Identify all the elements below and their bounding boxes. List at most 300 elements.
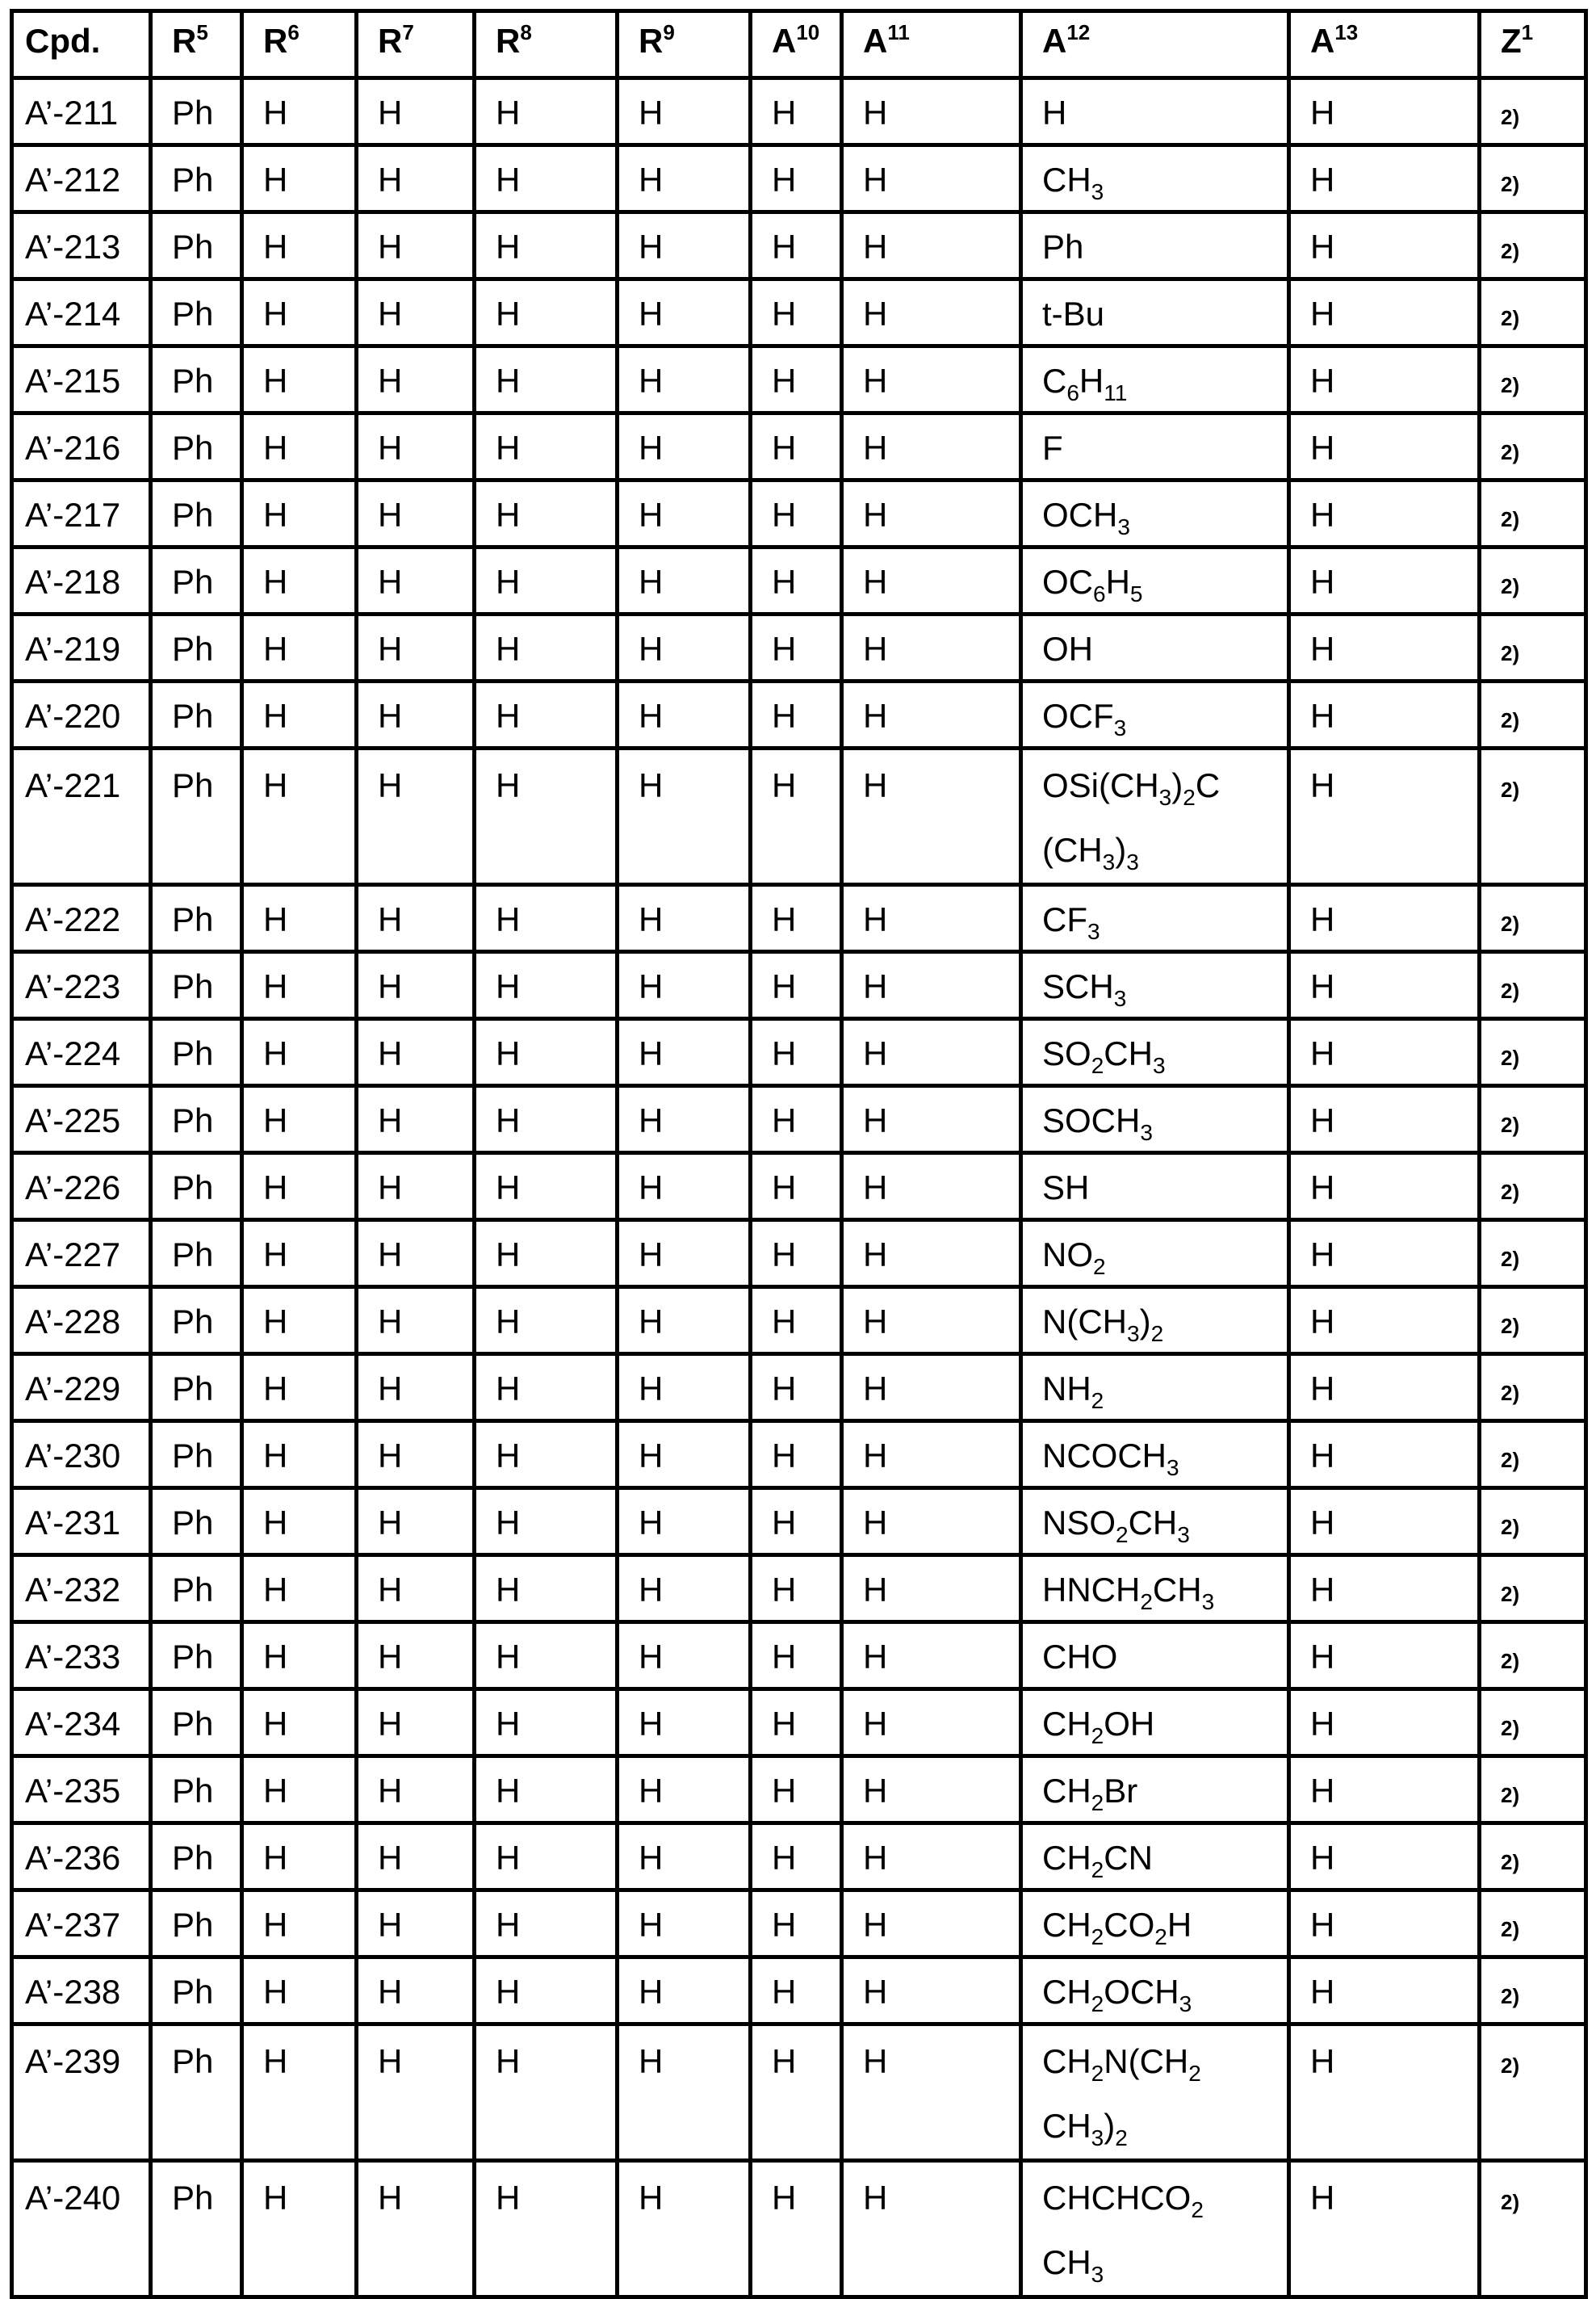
cell-cpd bbox=[12, 78, 151, 145]
cell-value: H bbox=[496, 1437, 521, 1475]
cell-cpd bbox=[12, 1421, 151, 1488]
column-header-superscript: 12 bbox=[1066, 20, 1091, 44]
cell-r5 bbox=[151, 2024, 242, 2161]
cell-value: H bbox=[863, 1034, 888, 1072]
cell-value: H bbox=[863, 697, 888, 735]
table-row bbox=[12, 1153, 1586, 1220]
cell-z1 bbox=[1480, 1689, 1586, 1756]
cell-value: H bbox=[639, 1101, 664, 1139]
cell-value: H bbox=[496, 1973, 521, 2011]
cell-r9 bbox=[618, 682, 751, 749]
cell-value: H bbox=[639, 1303, 664, 1340]
cell-cpd bbox=[12, 1957, 151, 2024]
footnote-ref: 2) bbox=[1501, 574, 1520, 598]
cell-value: H bbox=[1310, 697, 1335, 735]
table-row bbox=[12, 346, 1586, 413]
cell-value: H bbox=[263, 1101, 288, 1139]
formula-subscript: 3 bbox=[1140, 1120, 1153, 1145]
cell-value: H bbox=[639, 697, 664, 735]
formula-text: HNCH bbox=[1042, 1571, 1141, 1609]
cell-a12 bbox=[1021, 212, 1289, 279]
cell-a10 bbox=[751, 1488, 842, 1555]
cell-r8 bbox=[475, 1086, 618, 1153]
cell-value: A’-218 bbox=[25, 563, 121, 601]
column-header-label: A bbox=[1310, 22, 1335, 60]
cell-r5 bbox=[151, 1555, 242, 1622]
cell-value: H bbox=[863, 496, 888, 534]
cell-r8 bbox=[475, 413, 618, 480]
cell-value: H bbox=[378, 228, 403, 266]
cell-r5 bbox=[151, 1756, 242, 1823]
cell-value: H bbox=[772, 563, 797, 601]
cell-value: H bbox=[378, 967, 403, 1005]
cell-r8 bbox=[475, 1354, 618, 1421]
formula-subscript: 3 bbox=[1087, 919, 1100, 944]
cell-value: Ph bbox=[172, 766, 214, 804]
table-row bbox=[12, 1957, 1586, 2024]
cell-r9 bbox=[618, 1287, 751, 1354]
formula-subscript: 2 bbox=[1150, 1321, 1164, 1346]
cell-a12 bbox=[1021, 1756, 1289, 1823]
cell-a13 bbox=[1289, 1622, 1480, 1689]
cell-a13 bbox=[1289, 682, 1480, 749]
formula-text: ) bbox=[1115, 831, 1127, 869]
cell-r8 bbox=[475, 279, 618, 346]
cell-value: H bbox=[378, 2042, 403, 2080]
footnote-ref: 2) bbox=[1501, 979, 1520, 1003]
cell-z1 bbox=[1480, 615, 1586, 682]
cell-a12 bbox=[1021, 1488, 1289, 1555]
cell-value: H bbox=[1310, 967, 1335, 1005]
cell-value: A’-232 bbox=[25, 1571, 121, 1609]
cell-value: H bbox=[639, 496, 664, 534]
cell-value: H bbox=[772, 496, 797, 534]
formula-text: Ph bbox=[1042, 228, 1084, 266]
cell-a11 bbox=[842, 1086, 1021, 1153]
cell-r8 bbox=[475, 1890, 618, 1957]
cell-value: A’-222 bbox=[25, 900, 121, 938]
cell-value: H bbox=[639, 766, 664, 804]
cell-value: H bbox=[863, 1101, 888, 1139]
cell-cpd bbox=[12, 1220, 151, 1287]
formula-text: CH bbox=[1042, 2042, 1091, 2080]
column-header-a11 bbox=[842, 11, 1021, 78]
cell-r7 bbox=[357, 1689, 475, 1756]
cell-value: H bbox=[639, 1504, 664, 1542]
cell-cpd bbox=[12, 885, 151, 952]
cell-r5 bbox=[151, 615, 242, 682]
cell-value: H bbox=[772, 1973, 797, 2011]
cell-r5 bbox=[151, 212, 242, 279]
cell-z1 bbox=[1480, 1957, 1586, 2024]
footnote-ref: 2) bbox=[1501, 507, 1520, 531]
cell-value: H bbox=[1310, 1705, 1335, 1743]
cell-a13 bbox=[1289, 547, 1480, 615]
cell-value: H bbox=[863, 1638, 888, 1676]
cell-a10 bbox=[751, 1220, 842, 1287]
cell-value: H bbox=[1310, 1370, 1335, 1408]
formula-text: CHCHCO bbox=[1042, 2179, 1192, 2217]
cell-value: A’-238 bbox=[25, 1973, 121, 2011]
formula-subscript: 3 bbox=[1167, 1455, 1179, 1480]
cell-r9 bbox=[618, 1555, 751, 1622]
footnote-ref: 2) bbox=[1501, 1314, 1520, 1338]
cell-value: H bbox=[1310, 1101, 1335, 1139]
cell-r9 bbox=[618, 1019, 751, 1086]
cell-value: H bbox=[263, 630, 288, 668]
cell-r7 bbox=[357, 1756, 475, 1823]
cell-a11 bbox=[842, 1622, 1021, 1689]
cell-r7 bbox=[357, 1890, 475, 1957]
cell-value: H bbox=[639, 228, 664, 266]
cell-z1 bbox=[1480, 2024, 1586, 2161]
formula-text: t-Bu bbox=[1042, 295, 1105, 333]
cell-r5 bbox=[151, 78, 242, 145]
cell-a10 bbox=[751, 615, 842, 682]
cell-r7 bbox=[357, 413, 475, 480]
cell-a10 bbox=[751, 145, 842, 212]
cell-value: H bbox=[1310, 563, 1335, 601]
cell-r6 bbox=[242, 2161, 357, 2297]
cell-z1 bbox=[1480, 212, 1586, 279]
cell-value: H bbox=[863, 766, 888, 804]
cell-value: H bbox=[496, 1906, 521, 1944]
table-row bbox=[12, 547, 1586, 615]
cell-r6 bbox=[242, 279, 357, 346]
cell-a10 bbox=[751, 1555, 842, 1622]
cell-a11 bbox=[842, 1287, 1021, 1354]
cell-value: H bbox=[378, 94, 403, 132]
formula-text: ) bbox=[1104, 2107, 1116, 2145]
cell-value: H bbox=[496, 2042, 521, 2080]
cell-value: H bbox=[863, 2042, 888, 2080]
cell-a10 bbox=[751, 346, 842, 413]
cell-r9 bbox=[618, 1086, 751, 1153]
formula-subscript: 3 bbox=[1126, 1321, 1140, 1346]
cell-r9 bbox=[618, 1689, 751, 1756]
cell-r9 bbox=[618, 78, 751, 145]
cell-r8 bbox=[475, 1421, 618, 1488]
cell-a13 bbox=[1289, 615, 1480, 682]
footnote-ref: 2) bbox=[1501, 912, 1520, 936]
cell-a13 bbox=[1289, 1823, 1480, 1890]
cell-value: H bbox=[263, 1638, 288, 1676]
cell-value: H bbox=[1310, 1638, 1335, 1676]
formula-text: N(CH bbox=[1104, 2042, 1189, 2080]
cell-r7 bbox=[357, 682, 475, 749]
cell-a11 bbox=[842, 682, 1021, 749]
cell-cpd bbox=[12, 682, 151, 749]
cell-a11 bbox=[842, 413, 1021, 480]
cell-r6 bbox=[242, 1153, 357, 1220]
cell-value: H bbox=[863, 429, 888, 467]
cell-r9 bbox=[618, 346, 751, 413]
cell-a11 bbox=[842, 1421, 1021, 1488]
cell-value: H bbox=[496, 161, 521, 199]
formula-subscript: 2 bbox=[1116, 1522, 1129, 1547]
table-row bbox=[12, 682, 1586, 749]
cell-r8 bbox=[475, 1756, 618, 1823]
cell-value: A’-237 bbox=[25, 1906, 121, 1944]
cell-value: H bbox=[863, 967, 888, 1005]
cell-a10 bbox=[751, 279, 842, 346]
cell-r9 bbox=[618, 1488, 751, 1555]
cell-a13 bbox=[1289, 885, 1480, 952]
cell-r7 bbox=[357, 1086, 475, 1153]
table-row bbox=[12, 1890, 1586, 1957]
formula-text: OSi(CH bbox=[1042, 766, 1159, 804]
table-row bbox=[12, 2161, 1586, 2297]
cell-value: A’-240 bbox=[25, 2179, 121, 2217]
column-header-z1 bbox=[1480, 11, 1586, 78]
cell-value: Ph bbox=[172, 900, 214, 938]
cell-value: H bbox=[263, 900, 288, 938]
cell-a10 bbox=[751, 1019, 842, 1086]
cell-cpd bbox=[12, 2161, 151, 2297]
cell-a12 bbox=[1021, 1890, 1289, 1957]
table-row bbox=[12, 1287, 1586, 1354]
formula-subscript: 11 bbox=[1104, 380, 1128, 405]
cell-value: H bbox=[263, 161, 288, 199]
cell-value: H bbox=[1310, 1906, 1335, 1944]
cell-value: H bbox=[639, 1906, 664, 1944]
cell-value: H bbox=[639, 1236, 664, 1273]
cell-value: H bbox=[772, 766, 797, 804]
cell-value: H bbox=[772, 1101, 797, 1139]
cell-r6 bbox=[242, 145, 357, 212]
column-header-r9 bbox=[618, 11, 751, 78]
cell-value: Ph bbox=[172, 161, 214, 199]
formula-subscript: 3 bbox=[1179, 1991, 1192, 2016]
cell-value: H bbox=[496, 1168, 521, 1206]
column-header-superscript: 11 bbox=[887, 20, 910, 44]
cell-value: H bbox=[772, 228, 797, 266]
cell-value: H bbox=[863, 228, 888, 266]
cell-a11 bbox=[842, 279, 1021, 346]
cell-a10 bbox=[751, 1086, 842, 1153]
cell-a10 bbox=[751, 547, 842, 615]
cell-value: H bbox=[1310, 630, 1335, 668]
cell-r5 bbox=[151, 1019, 242, 1086]
formula-text: C bbox=[1042, 362, 1067, 400]
cell-value: A’-228 bbox=[25, 1303, 121, 1340]
cell-r5 bbox=[151, 2161, 242, 2297]
cell-cpd bbox=[12, 212, 151, 279]
column-header-a13 bbox=[1289, 11, 1480, 78]
cell-value: A’-234 bbox=[25, 1705, 121, 1743]
cell-cpd bbox=[12, 1823, 151, 1890]
formula-subscript: 2 bbox=[1191, 2197, 1204, 2222]
cell-a13 bbox=[1289, 1086, 1480, 1153]
cell-value: Ph bbox=[172, 228, 214, 266]
compound-table bbox=[10, 9, 1588, 2299]
cell-z1 bbox=[1480, 547, 1586, 615]
cell-value: H bbox=[863, 563, 888, 601]
cell-a12 bbox=[1021, 1622, 1289, 1689]
table-row bbox=[12, 1421, 1586, 1488]
cell-a11 bbox=[842, 480, 1021, 547]
cell-z1 bbox=[1480, 2161, 1586, 2297]
table-body bbox=[12, 78, 1586, 2297]
footnote-ref: 2) bbox=[1501, 1113, 1520, 1137]
cell-a13 bbox=[1289, 1488, 1480, 1555]
cell-value: H bbox=[263, 1839, 288, 1877]
cell-r6 bbox=[242, 1622, 357, 1689]
cell-value: H bbox=[1310, 2042, 1335, 2080]
formula-subscript: 2 bbox=[1091, 1857, 1104, 1882]
table-row bbox=[12, 749, 1586, 885]
cell-value: H bbox=[378, 1437, 403, 1475]
cell-value: H bbox=[1310, 1236, 1335, 1273]
cell-r8 bbox=[475, 615, 618, 682]
cell-a12 bbox=[1021, 480, 1289, 547]
cell-value: H bbox=[378, 429, 403, 467]
cell-value: H bbox=[1310, 1034, 1335, 1072]
cell-value: H bbox=[772, 1638, 797, 1676]
footnote-ref: 2) bbox=[1501, 2054, 1520, 2078]
cell-value: H bbox=[378, 563, 403, 601]
cell-a12 bbox=[1021, 1823, 1289, 1890]
formula-text: ) bbox=[1171, 766, 1183, 804]
cell-a11 bbox=[842, 615, 1021, 682]
formula-text: H bbox=[1079, 362, 1104, 400]
cell-value: Ph bbox=[172, 563, 214, 601]
formula-subscript: 2 bbox=[1091, 1991, 1104, 2016]
cell-r8 bbox=[475, 547, 618, 615]
cell-value: A’-219 bbox=[25, 630, 121, 668]
formula-subscript: 2 bbox=[1091, 1723, 1104, 1748]
cell-r6 bbox=[242, 1890, 357, 1957]
cell-r8 bbox=[475, 1622, 618, 1689]
cell-value: H bbox=[378, 1571, 403, 1609]
cell-value: A’-220 bbox=[25, 697, 121, 735]
cell-value: H bbox=[496, 967, 521, 1005]
formula-text: N(CH bbox=[1042, 1303, 1127, 1340]
cell-value: H bbox=[496, 1034, 521, 1072]
cell-r7 bbox=[357, 749, 475, 885]
cell-a12 bbox=[1021, 279, 1289, 346]
cell-value: H bbox=[496, 362, 521, 400]
formula-subscript: 2 bbox=[1093, 1254, 1106, 1279]
cell-value: H bbox=[378, 1973, 403, 2011]
table-row bbox=[12, 1689, 1586, 1756]
column-header-superscript: 1 bbox=[1521, 20, 1534, 44]
cell-value: H bbox=[863, 161, 888, 199]
cell-r9 bbox=[618, 413, 751, 480]
table-row bbox=[12, 1823, 1586, 1890]
cell-value: Ph bbox=[172, 1437, 214, 1475]
formula-text: CH bbox=[1042, 161, 1091, 199]
cell-r8 bbox=[475, 346, 618, 413]
formula-subscript: 2 bbox=[1091, 1924, 1104, 1949]
cell-z1 bbox=[1480, 1488, 1586, 1555]
formula-subscript: 3 bbox=[1158, 785, 1172, 810]
cell-value: H bbox=[263, 2179, 288, 2217]
formula-text: SCH bbox=[1042, 967, 1114, 1005]
table-row bbox=[12, 480, 1586, 547]
cell-a11 bbox=[842, 346, 1021, 413]
cell-value: H bbox=[263, 1370, 288, 1408]
cell-a10 bbox=[751, 952, 842, 1019]
cell-r5 bbox=[151, 1823, 242, 1890]
cell-r8 bbox=[475, 480, 618, 547]
cell-r6 bbox=[242, 682, 357, 749]
table-row bbox=[12, 212, 1586, 279]
formula-text: C bbox=[1195, 766, 1221, 804]
cell-r6 bbox=[242, 1421, 357, 1488]
cell-value: H bbox=[772, 1906, 797, 1944]
cell-a13 bbox=[1289, 1957, 1480, 2024]
footnote-ref: 2) bbox=[1501, 440, 1520, 464]
cell-z1 bbox=[1480, 1421, 1586, 1488]
cell-r7 bbox=[357, 1823, 475, 1890]
table-row bbox=[12, 413, 1586, 480]
formula-subscript: 3 bbox=[1152, 1053, 1166, 1078]
cell-value: H bbox=[772, 362, 797, 400]
cell-value: A’-225 bbox=[25, 1101, 121, 1139]
cell-a13 bbox=[1289, 279, 1480, 346]
cell-r8 bbox=[475, 78, 618, 145]
cell-value: A’-221 bbox=[25, 766, 121, 804]
cell-r8 bbox=[475, 2161, 618, 2297]
cell-value: H bbox=[1310, 1437, 1335, 1475]
cell-value: H bbox=[378, 1772, 403, 1810]
cell-r8 bbox=[475, 1019, 618, 1086]
cell-z1 bbox=[1480, 1756, 1586, 1823]
column-header-a12 bbox=[1021, 11, 1289, 78]
cell-r6 bbox=[242, 413, 357, 480]
cell-r9 bbox=[618, 1421, 751, 1488]
cell-value: Ph bbox=[172, 1370, 214, 1408]
cell-a11 bbox=[842, 547, 1021, 615]
cell-value: H bbox=[378, 496, 403, 534]
cell-r7 bbox=[357, 1555, 475, 1622]
column-header-superscript: 7 bbox=[402, 20, 414, 44]
formula-text: CH bbox=[1042, 1906, 1091, 1944]
cell-a11 bbox=[842, 1756, 1021, 1823]
cell-value: H bbox=[496, 1101, 521, 1139]
formula-subscript: 3 bbox=[1126, 850, 1139, 875]
cell-value: H bbox=[496, 2179, 521, 2217]
cell-value: H bbox=[263, 967, 288, 1005]
cell-value: Ph bbox=[172, 1236, 214, 1273]
cell-value: A’-215 bbox=[25, 362, 121, 400]
cell-a13 bbox=[1289, 1019, 1480, 1086]
formula-text: OH bbox=[1104, 1705, 1155, 1743]
cell-value: H bbox=[1310, 228, 1335, 266]
cell-r7 bbox=[357, 1488, 475, 1555]
footnote-ref: 2) bbox=[1501, 1783, 1520, 1807]
cell-value: H bbox=[378, 161, 403, 199]
cell-value: H bbox=[263, 766, 288, 804]
cell-value: H bbox=[1310, 1504, 1335, 1542]
cell-r8 bbox=[475, 1287, 618, 1354]
cell-a11 bbox=[842, 2024, 1021, 2161]
cell-r5 bbox=[151, 1354, 242, 1421]
cell-z1 bbox=[1480, 413, 1586, 480]
cell-value: H bbox=[263, 697, 288, 735]
cell-cpd bbox=[12, 952, 151, 1019]
cell-value: H bbox=[772, 900, 797, 938]
cell-z1 bbox=[1480, 1354, 1586, 1421]
formula-subscript: 3 bbox=[1102, 850, 1116, 875]
column-header-r5 bbox=[151, 11, 242, 78]
cell-value: Ph bbox=[172, 2042, 214, 2080]
cell-value: H bbox=[1310, 161, 1335, 199]
cell-r7 bbox=[357, 2161, 475, 2297]
cell-a10 bbox=[751, 78, 842, 145]
cell-value: H bbox=[496, 630, 521, 668]
